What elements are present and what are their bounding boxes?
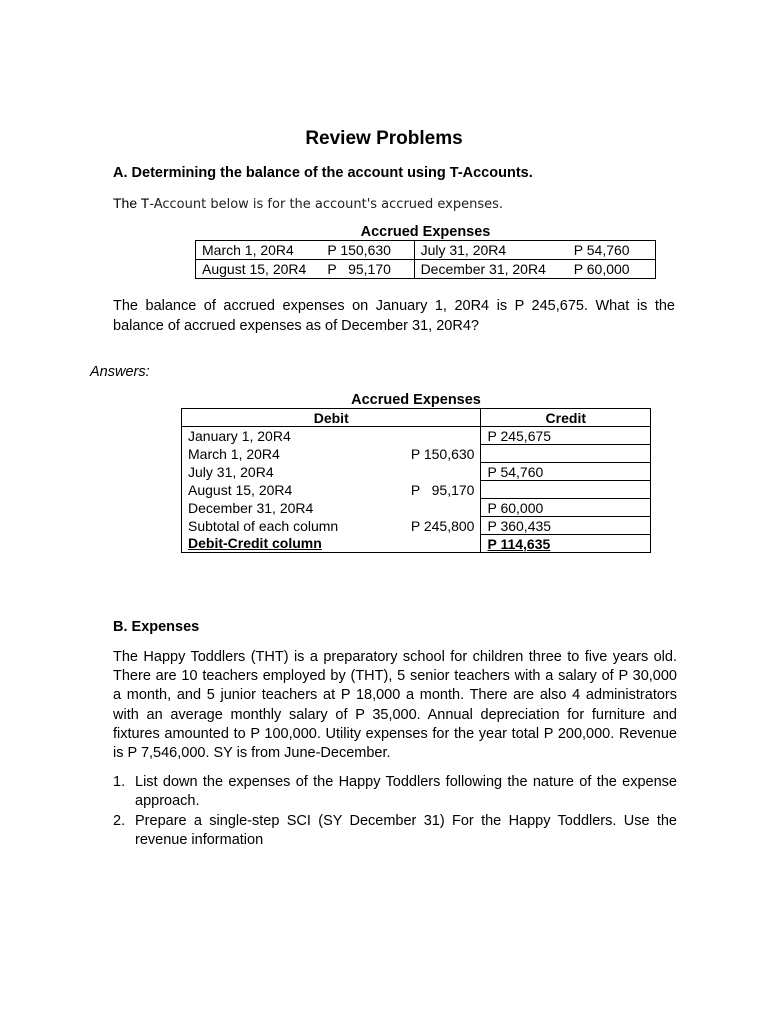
final-value-text: P 114,635 (487, 535, 551, 552)
table-row (182, 481, 651, 499)
list-number: 2. (113, 813, 126, 829)
credit-date: December 31, 20R4 (414, 260, 568, 279)
final-debit-empty (389, 535, 481, 553)
table-row (182, 427, 651, 445)
table-row (196, 260, 656, 279)
final-balance-row (182, 535, 651, 553)
final-label (182, 535, 390, 553)
table-row (182, 463, 651, 481)
final-label-text: Debit-Credit column (188, 535, 322, 552)
entry-label: March 1, 20R4 (182, 445, 390, 463)
credit-value: P 54,760 (481, 463, 651, 481)
credit-value: P 245,675 (481, 427, 651, 445)
credit-header: Credit (481, 409, 651, 427)
answer-t-account (181, 392, 651, 553)
table-row (196, 241, 656, 260)
page-title: Review Problems (305, 128, 463, 149)
table-row (182, 499, 651, 517)
entry-label: December 31, 20R4 (182, 499, 390, 517)
section-a-question: The balance of accrued expenses on January 1, 20R4 is P 245,675. What is the balance of accrued expenses as of December 31, 20R4? (113, 298, 675, 334)
debit-value (389, 427, 481, 445)
debit-amount: P 150,630 (321, 241, 414, 260)
list-text: List down the expenses of the Happy Toddlers following the nature of the expense approach. (135, 774, 677, 809)
entry-label: Subtotal of each column (182, 517, 390, 535)
final-value (481, 535, 651, 553)
question-table-caption: Accrued Expenses (360, 224, 491, 240)
debit-value: P 95,170 (389, 481, 481, 499)
question-t-account (195, 224, 656, 279)
credit-value (481, 481, 651, 499)
table-row (182, 445, 651, 463)
debit-value (389, 463, 481, 481)
entry-label: August 15, 20R4 (182, 481, 390, 499)
answer-table-caption: Accrued Expenses (351, 392, 481, 408)
section-b-list (113, 773, 677, 851)
list-item (113, 812, 677, 850)
credit-amount: P 60,000 (568, 260, 656, 279)
credit-date: July 31, 20R4 (414, 241, 568, 260)
section-b-paragraph: The Happy Toddlers (THT) is a preparatory school for children three to five years old. There are 10 teachers employed by (THT), 5 senior teachers with a salary of P 30,000 a month, and 5 junior teachers at P 18,000 a month. There are also 4 administrators with an average monthly salary of P 35,000. Annual depreciation for furniture and fixtures amounted to P 100,000. Utility expenses for the year total P 200,000. Revenue is P 7,546,000. SY is from June-December. (113, 649, 677, 762)
list-number: 1. (113, 774, 126, 790)
table-row (182, 517, 651, 535)
section-a-intro (113, 195, 503, 212)
credit-value: P 360,435 (481, 517, 651, 535)
debit-header: Debit (182, 409, 481, 427)
credit-value: P 60,000 (481, 499, 651, 517)
debit-amount: P 95,170 (321, 260, 414, 279)
debit-date: August 15, 20R4 (196, 260, 322, 279)
question-table (195, 240, 656, 279)
section-b-heading: B. Expenses (113, 619, 200, 635)
section-a-heading: A. Determining the balance of the account using T-Accounts. (113, 165, 533, 181)
debit-value: P 245,800 (389, 517, 481, 535)
answer-table (181, 408, 651, 553)
list-item (113, 773, 677, 811)
credit-value (481, 445, 651, 463)
list-text: Prepare a single-step SCI (SY December 31) For the Happy Toddlers. Use the revenue information (135, 813, 677, 848)
debit-value: P 150,630 (389, 445, 481, 463)
debit-value (389, 499, 481, 517)
debit-date: March 1, 20R4 (196, 241, 322, 260)
entry-label: July 31, 20R4 (182, 463, 390, 481)
entry-label: January 1, 20R4 (182, 427, 390, 445)
intro-rest: -Account below is for the account's accrued expenses. (149, 197, 504, 212)
answer-header-row (182, 409, 651, 427)
answers-label: Answers: (90, 364, 150, 380)
credit-amount: P 54,760 (568, 241, 656, 260)
intro-prefix: The T (113, 195, 150, 211)
